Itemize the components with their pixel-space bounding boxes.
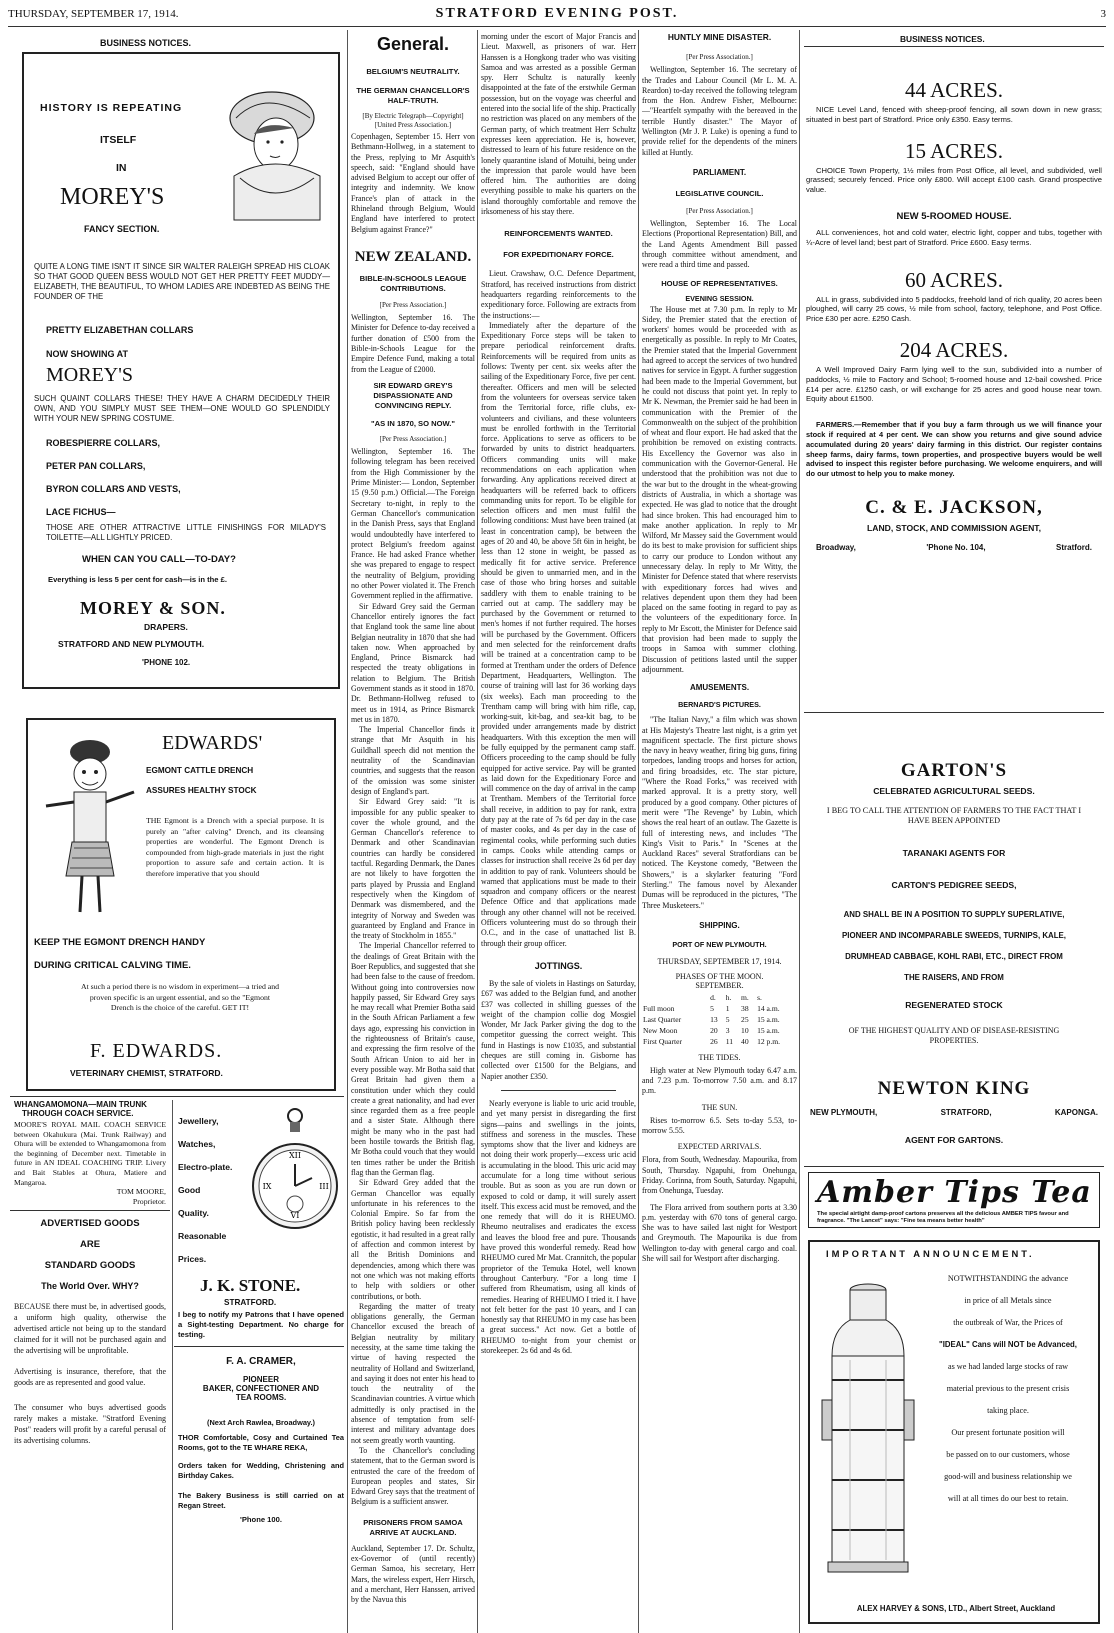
property-60-acres-text: ALL in grass, subdivided into 5 paddocks, freehold land of rich quality, 20 acres been ploughed, will carry 25 cows, ½ mile from school, factory, telephone, and Post Office. Price £30 per acre. £250 Cash. [806, 294, 1102, 324]
section-rule [804, 46, 1104, 47]
coach-sign: TOM MOORE, [116, 1187, 166, 1197]
cramer-line1: PIONEER [242, 1375, 279, 1384]
moon-minute: 38 [741, 1003, 749, 1013]
moon-hour: 1 [725, 1003, 730, 1013]
morey-name-2: MOREY'S [46, 364, 133, 386]
property-204-acres: 204 ACRES. [899, 337, 1009, 362]
headline-samoa-prisoners: PRISONERS FROM SAMOA ARRIVE AT AUCKLAND. [363, 1517, 463, 1537]
article-samoa-text: Auckland, September 17. Dr. Schultz, ex-Governor of (until recently) German Samoa, his secretary, Herr Mars, the wireless expert, Herr Hirsch, and a merchant, Herr Hanssen, arrived by the Navua this [351, 1543, 475, 1605]
credit-press-association: [Per Press Association.] [379, 300, 447, 309]
masthead [8, 6, 1106, 24]
morey-para3: THOSE ARE OTHER ATTRACTIVE LITTLE FINISHINGS FOR MILADY'S TOILETTE—ALL LIGHTLY PRICED. [46, 523, 326, 542]
headline-bernards-pictures: BERNARD'S PICTURES. [678, 700, 761, 710]
moon-phase-name: Last Quarter [643, 1014, 682, 1024]
edwards-advert [26, 718, 336, 1091]
edwards-para2: At such a period there is no wisdom in experiment—a tried and proven specific is an urgent essential, and so the "Egmont Drench is the choice of the careful. GET IT! [80, 982, 280, 1013]
morey-item-robespierre: ROBESPIERRE COLLARS, [46, 438, 161, 448]
morey-line3: IN [116, 162, 127, 174]
advert-para1: BECAUSE there must be, in advertised goods, a uniform high quality, otherwise the advertised article not being up to the standard claimed for it will not be purchased again and the advertising will be unprofitable. [14, 1302, 166, 1355]
column-news-three [481, 32, 636, 1628]
announcement-line: be passed on to our customers, whose [946, 1450, 1070, 1459]
morey-advert [22, 52, 340, 689]
headline-shipping: SHIPPING. [699, 920, 740, 930]
table-header-cell: s. [757, 992, 762, 1002]
section-rule [804, 712, 1104, 713]
morey-cash: Everything is less 5 per cent for cash—is in the £. [48, 575, 227, 584]
arrivals-text: Flora, from South, Wednesday. Mapourika, from South, Thursday. Ngapuhi, from Onehunga, Friday. Corinna, from South, Saturday. Ngapuhi, from Onehunga, Tuesday. [642, 1155, 797, 1196]
jackson-firm: C. & E. JACKSON, [865, 496, 1043, 518]
newton-town: KAPONGA. [1054, 1108, 1098, 1117]
headline-grey-reply: SIR EDWARD GREY'S DISPASSIONATE AND CONVINCING REPLY. [373, 380, 453, 410]
table-row [642, 1003, 797, 1014]
advertised-goods-notice [14, 1216, 166, 1626]
headline-legislative-council: LEGISLATIVE COUNCIL. [675, 188, 764, 198]
highlander-figure-illustration [36, 732, 140, 922]
morey-towns: STRATFORD AND NEW PLYMOUTH. [58, 639, 205, 649]
garton-line1: CELEBRATED AGRICULTURAL SEEDS. [873, 786, 1035, 796]
article-jottings-text: By the sale of violets in Hastings on Saturday, £67 was added to the Belgian fund, and another £37 was collected in shilling guesses of the weight of the champion collie dog Mosgiel Wonder, Mr Jack Parker giving the dog to the competitor guessing the correct weight. This fund in Hastings is now £1035, and substantial cheques are still coming in. Gisborne has collected over £1500 for the Belgians, and Napier another £350. [481, 978, 636, 1081]
announcement-line: material previous to the present crisis [946, 1384, 1070, 1393]
morey-phone: 'PHONE 102. [142, 658, 191, 667]
article-grey-text: Sir Edward Grey said the German Chancellor entirely ignores the fact that England took the same line about Belgian neutrality in 1870 that she had taken now. When approached by England, Prince Bismarck had respected the treaty obligations in relation to Belgium. The British Government stands as it stood in 1870. Dr. Bethmann-Hollweg refused to meet us in 1914, as Prince Bismarck met us in 1870. [351, 601, 475, 724]
headline-bible-league: BIBLE-IN-SCHOOLS LEAGUE CONTRIBUTIONS. [359, 273, 467, 293]
announcement-line: "IDEAL" Cans will NOT be Advanced, [939, 1340, 1077, 1349]
property-60-acres: 60 ACRES. [904, 267, 1004, 292]
garton-line8: THE RAISERS, AND FROM [904, 973, 1004, 982]
jackson-role: LAND, STOCK, AND COMMISSION AGENT, [867, 522, 1041, 533]
jackson-phone: 'Phone No. 104, [926, 542, 986, 552]
headline-chancellor: THE GERMAN CHANCELLOR'S HALF-TRUTH. [356, 86, 470, 105]
morey-now: NOW SHOWING AT [46, 349, 128, 359]
announcement-line: the outbreak of War, the Prices of [953, 1318, 1063, 1327]
moon-hour: 11 [725, 1036, 734, 1046]
property-house-text: ALL conveniences, hot and cold water, electric light, copper and tubs, together with ¼-Acre of level land; best part of Stratford. Price £600. Easy terms. [806, 227, 1102, 247]
article-rheumo-text: Nearly everyone is liable to uric acid trouble, and yet many persist in disregarding the first signs—pains and swellings in the joints, stiffness and soreness in the muscles. These symptoms show that the liver and kidneys are not doing their work properly—excess uric acid is accumulating in the blood. This uric acid may accumulate for a long time without serious trouble. But as soon as you are run down or exposed to cold or damp, it will surely assert itself. This excess acid must be removed, and the one remedy that will do it is RHEUMO. Rheumo neutralises and eradicates the excess and leaves the blood free and pure. Thousands have proved this wonderful remedy. Read how RHEUMO cured Mr Mat. Crannitch, the popular proprietor of the Temuka Hotel, well known throughout Canterbury. "For a long time I suffered from Rheumatism, using all kinds of remedies. Hearing of RHEUMO I tried it. I have not felt better for the past 10 years, and I can honestly say that RHEUMO in my case has been a great success." Act now. Get a bottle of RHEUMO to-night from your chemist or storekeeper. 2s 6d and 4s 6d. [481, 1098, 636, 1356]
column-rule [477, 30, 478, 1633]
cramer-para3: The Bakery Business is still carried on at Regan Street. [178, 1491, 344, 1510]
edwards-line1: EGMONT CATTLE DRENCH [146, 766, 254, 775]
morey-collars: PRETTY ELIZABETHAN COLLARS [46, 325, 194, 335]
announcement-line: as we had landed large stocks of raw [947, 1362, 1069, 1371]
announcement-line: in price of all Metals since [964, 1296, 1052, 1305]
moon-minute: 40 [741, 1036, 749, 1046]
headline-jottings: JOTTINGS. [534, 960, 583, 971]
cramer-firm: F. A. CRAMER, [226, 1356, 296, 1367]
article-grey-text: The Imperial Chancellor referred to the dealings of Great Britain with the Boer Republics, and suggested that she had been false to the cause of freedom. Without going into controversies now happily passed, Sir Edward Grey says he may recall what Premier Botha said in the South African Parliament a few days ago, expressing his conviction in the righteousness of Britain's cause, and expressing the firm resolve of the South African Union to aid her in every possible way. Mr Botha said that Great Britain had given them a constitution under which they could create a great nationality, and had ever since regarded them as a free people and a sister State. Although there might be many who in the past had been hostile towards the British flag, Mr Botha could vouch that they would ten times rather be under the British flag than the German flag. [351, 941, 475, 1177]
morey-firm: MOREY & SON. [80, 598, 226, 618]
cramer-address: (Next Arch Rawlea, Broadway.) [206, 1418, 315, 1427]
article-huntly-text: Wellington, September 16. The secretary of the Trades and Labour Council (Mr L. M. A. Reardon) to-day received the following telegram from the Hon. Andrew Fisher, Melbourne:—"Heartfelt sympathy with the bereaved in the terrible Huntly disaster." The Mayor of Wellington (Mr J. P. Luke) is opening a fund to provide relief for the dependents of the miners killed at Huntly. [642, 65, 797, 157]
edwards-role: VETERINARY CHEMIST, STRATFORD. [70, 1068, 223, 1078]
credit-press-association: [Per Press Association.] [686, 206, 753, 215]
headline-tides: THE TIDES. [698, 1052, 741, 1062]
announcement-firm: ALEX HARVEY & SONS, LTD., Albert Street, Auckland [856, 1604, 1056, 1613]
table-row [642, 1036, 797, 1047]
garton-line6: PIONEER AND INCOMPARABLE SWEEDS, TURNIPS, KALE, [841, 931, 1067, 940]
jackson-address [806, 543, 1102, 552]
moon-phase-name: First Quarter [643, 1036, 683, 1046]
article-grey-text: Sir Edward Grey said: "It is impossible for any public speaker to cover the whole ground, and the German Chancellor's reference to Denmark and other Scandinavian countries can hardly be considered tactful. Regarding Denmark, the Danes are not likely to have forgotten the parts played by Prussia and England respectively when the Kingdom of Denmark was dismembered, and the integrity of Norway and Sweden was guaranteed by England and France in the treaty of Stockholm in 1855." [351, 797, 475, 941]
credit-press-association: [Per Press Association.] [379, 434, 447, 443]
sun-text: Rises to-morrow 6.5. Sets to-day 5.53, to-morrow 5.55. [642, 1115, 797, 1136]
moon-second: 15 a.m. [757, 1025, 780, 1035]
edwards-firm: F. EDWARDS. [90, 1040, 223, 1062]
moon-day: 20 [710, 1025, 718, 1035]
edwards-para1: THE Egmont is a Drench with a special purpose. It is purely an "after calving" Drench, and its cleansing properties are wonderful. The Egmont Drench is compounded from high-grade materials in just the right proportion to assure safe and certain action. It is therefore imperative that you should [146, 816, 324, 878]
moon-second: 12 p.m. [757, 1036, 781, 1046]
announcement-line: taking place. [987, 1406, 1029, 1415]
newton-king-title: NEWTON KING [877, 1078, 1031, 1099]
stone-item: Reasonable [178, 1231, 227, 1241]
article-belgium-text: Copenhagen, September 15. Herr von Bethmann-Hollweg, in a statement to the Press, replying to Mr Asquith's speech, said: "England should have advised Belgium to accept our offer of integrity and indemnity. We know France's plan of attack in the Rhineland through Belgium, Would England have interfered to protect Belgium against France?" [351, 132, 475, 234]
announcement-line: NOTWITHSTANDING the advance [947, 1274, 1069, 1283]
stone-firm: J. K. STONE. [200, 1276, 301, 1295]
announcement-title: IMPORTANT ANNOUNCEMENT. [826, 1248, 1035, 1259]
table-row [642, 1025, 797, 1036]
article-reinforcements-text: Lieut. Crawshaw, O.C. Defence Department, Stratford, has received instructions from district headquarters regarding reinforcements to the expeditionary force. Following are extracts from the instructions:— [481, 269, 636, 320]
garton-line5: AND SHALL BE IN A POSITION TO SUPPLY SUPERLATIVE, [843, 910, 1065, 919]
jackson-town: Stratford. [1056, 542, 1092, 552]
garton-line10: OF THE HIGHEST QUALITY AND OF DISEASE-RESISTING PROPERTIES. [848, 1026, 1060, 1045]
shipping-date: THURSDAY, SEPTEMBER 17, 1914. [657, 956, 782, 966]
morey-item-peter-pan: PETER PAN COLLARS, [46, 461, 146, 471]
section-general-title: General. [376, 34, 450, 54]
garton-line2: I BEG TO CALL THE ATTENTION OF FARMERS TO THE FACT THAT I HAVE BEEN APPOINTED [826, 806, 1082, 825]
stone-para: I beg to notify my Patrons that I have opened a Sight-testing Department. No charge for testing. [178, 1310, 344, 1339]
section-rule [10, 1096, 344, 1097]
morey-line1: HISTORY IS REPEATING [40, 102, 183, 114]
garton-line4: CARTON'S PEDIGREE SEEDS, [891, 880, 1017, 890]
stone-item: Electro-plate. [178, 1162, 233, 1172]
section-rule [804, 1166, 1104, 1167]
jackson-street: Broadway, [816, 542, 856, 552]
morey-drapers: DRAPERS. [144, 622, 188, 632]
coach-role: Proprietor. [132, 1196, 166, 1206]
stone-advert [178, 1104, 344, 1344]
column-rule [347, 30, 348, 1633]
garton-seeds-advert [806, 760, 1102, 1160]
credit-press-association: [Per Press Association.] [686, 53, 753, 61]
newton-town: NEW PLYMOUTH, [810, 1108, 878, 1117]
sub-column-rule [172, 1100, 173, 1630]
table-header-cell: d. [710, 992, 716, 1002]
moon-minute: 25 [741, 1014, 749, 1024]
coach-para: MOORE'S ROYAL MAIL COACH SERVICE between Okahukura (Mai. Trunk Railway) and Ohura will be extended to Whangamomona from the beginning of December next. Timetable in future in AN IDEAL COACHING TRIP. Livery and Bait Stables at Ohura, Matiere and Mangaroa. [14, 1120, 166, 1187]
coach-advert [14, 1100, 166, 1208]
article-reinforcements-text: Immediately after the departure of the Expeditionary Force steps will be taken to prepare periodical reinforcement drafts. Reinforcements will be required from units as follows: Twenty per cent. six weeks after the sailing of the Expeditionary Force, five per cent. thereafter. Officers and men will be selected from the volunteers for overseas service taken from the Territorial force, rifle clubs, ex-volunteers and civilians, and these volunteers must be enrolled forthwith in the Territorial force. Applications to serve as officers to be forwarded by units to district headquarters. Officers commanding units will make recommendations on each application when forwarding. Any applications received direct at headquarters will be referred back to officers commanding units for report. To be eligible for selection officers and men must fulfil the following conditions: Must have been trained (at least in concentration camp), be between the ages of 20 and 40, be above 5ft 6in in height, be less than 12 stone in weight, be passed as medically fit for active service. Preference should be given to unmarried men, and in the case of those who bring horses and suitable saddlery with them to enable training to be carried out at camp. The saddlery may be purchased by the Government or returned to men's homes if not further required. The horses will be purchased by the Government. Officers and men selected for the reinforcement drafts will be trained at a concentration camp to be formed at Trentham under the orders of Defence Department, Headquarters, Wellington. The course of training will last for 36 working days (six weeks). Each man proceeding to the Trentham camp will bring with him rifle, cap, working-suit, kit-bag, and sea-kit bag, to be provided under arrangements made by district headquarters. With this exception the men will be fully equipped by the permanent camp staff. Officers proceeding to the camp should be fully equipped for active service. Pay will be granted as laid down for the Expeditionary Force and will commence on the day of arrival in the camp at Trentham. Members of the Territorial force shall receive, in addition to pay for rank, extra duty pay at the rate of 7s 6d per day in the case of master cooks, and 4s per day in the case of regimental cooks, while performing such duties in camps. Cooks while attending camps or classes for instruction shall receive 2s 6d per day in addition to pay of rank. Volunteers should be warned that applications must be made to their squadron and company officers or the nearest Defence Office and that applications made through any other channel will not be received. Officers volunteering must do so through their O.C., and in the case of unattached list B. through their group officer. [481, 320, 636, 948]
edwards-keep: KEEP THE EGMONT DRENCH HANDY [34, 937, 206, 948]
property-44-acres-text: NICE Level Land, fenced with sheep-proof fencing, all sown down in new grass; situated in best part of Stratford. Price only £350. Easy terms. [806, 105, 1102, 124]
moon-minute: 10 [741, 1025, 749, 1035]
headline-house-of-representatives: HOUSE OF REPRESENTATIVES. [661, 278, 778, 288]
announcement-line: will at all times do our best to retain. [947, 1494, 1069, 1503]
garton-line3: TARANAKI AGENTS FOR [902, 848, 1006, 858]
svg-text:IX: IX [262, 1182, 272, 1191]
farmers-notice: FARMERS.—Remember that if you buy a farm through us we will finance your stock if required at 4 per cent. We can show you returns and give sound advice accumulated during 20 years' dairy farming in this district. Our register contains sheep farms, dairy farms, town properties, and prospective buyers would be well advised to inspect this register before purchasing. We welcome enquirers, and will do our utmost to help you to make money. [806, 420, 1102, 479]
section-new-zealand-title: NEW ZEALAND. [354, 248, 472, 265]
cramer-phone: 'Phone 100. [240, 1515, 282, 1524]
headline-sun: THE SUN. [701, 1102, 738, 1112]
headline-as-in-1870: "AS IN 1870, SO NOW." [370, 418, 455, 428]
moon-second: 15 a.m. [757, 1014, 780, 1024]
column-news-four [642, 32, 797, 1628]
masthead-date: THURSDAY, SEPTEMBER 17, 1914. [8, 8, 179, 20]
announcement-body [920, 1268, 1096, 1510]
headline-port-new-plymouth: PORT OF NEW PLYMOUTH. [672, 939, 767, 949]
column-general-news [351, 32, 475, 1628]
morey-line2: ITSELF [100, 134, 137, 146]
moon-day: 13 [710, 1014, 718, 1024]
moon-month: SEPTEMBER. [695, 980, 744, 990]
edwards-line2: ASSURES HEALTHY STOCK [146, 786, 257, 795]
headline-parliament: PARLIAMENT. [692, 167, 747, 177]
headline-expected-arrivals: EXPECTED ARRIVALS. [677, 1142, 762, 1152]
announcement-line: good-will and business relationship we [944, 1472, 1072, 1481]
morey-para2: SUCH QUAINT COLLARS THESE! THEY HAVE A CHARM DECIDEDLY THEIR OWN, AND YOU SIMPLY MUST SEE THEM—ONE WOULD GO SPLENDIDLY WITH YOUR NEW SPRING COSTUME. [34, 394, 330, 423]
property-44-acres: 44 ACRES. [904, 78, 1004, 102]
advert-para2: Advertising is insurance, therefore, that the goods are as represented and good value. [14, 1367, 166, 1387]
amber-tips-logo: Amber Tips Tea [817, 1175, 1092, 1210]
masthead-rule [8, 26, 1106, 27]
garton-line9: REGENERATED STOCK [905, 1000, 1003, 1010]
cramer-para1: THOR Comfortable, Cosy and Curtained Tea Rooms, got to the TE WHARE REKA, [178, 1433, 344, 1452]
cramer-advert [178, 1350, 344, 1626]
elizabethan-lady-illustration [210, 78, 330, 228]
article-grey-text: The Imperial Chancellor finds it strange that Mr Asquith in his Guildhall speech did not mention the neutrality of the Scandinavian countries, and suggests that the reason of the omission was some sinister design of England's part. [351, 725, 475, 796]
table-row [642, 1014, 797, 1025]
advert-line3: STANDARD GOODS [44, 1260, 136, 1271]
svg-text:XII: XII [288, 1151, 302, 1160]
column-rule [799, 30, 800, 1633]
headline-moon-phases: PHASES OF THE MOON. [675, 971, 764, 981]
article-grey-text: To the Chancellor's concluding statement, that to the German sword is entrusted the care of the freedom of European peoples and states, Sir Edward Grey says that the treatment of Belgium is a sufficient answer. [351, 1445, 475, 1507]
newton-king-towns [806, 1108, 1102, 1117]
morey-fancy: FANCY SECTION. [84, 224, 160, 234]
advert-line1: ADVERTISED GOODS [40, 1218, 140, 1229]
stone-item: Jewellery, [178, 1116, 219, 1126]
moon-day: 5 [710, 1003, 714, 1013]
property-15-acres-text: CHOICE Town Property, 1½ miles from Post Office, all level, and subdivided, well grassed; securely fenced. Price only £800. Will accept £100 cash. Grand prospective value. [806, 165, 1102, 195]
property-204-acres-text: A Well Improved Dairy Farm lying well to the sun, subdivided into a number of paddocks, ½ mile to Factory and School; 5-roomed house and 12-bail cowshed. Price £14 per acre. £1250 cash, or will exchange for 25 acres and good house near town. Equity about £1500. [806, 364, 1102, 404]
business-notices-header: BUSINESS NOTICES. [100, 38, 192, 48]
milk-can-illustration [820, 1270, 916, 1586]
newton-king-agent: AGENT FOR GARTONS. [904, 1135, 1004, 1145]
table-header-cell: h. [725, 992, 732, 1002]
amber-tips-advert [808, 1172, 1100, 1228]
morey-item-lace: LACE FICHUS— [46, 507, 116, 517]
masthead-title: STRATFORD EVENING POST. [435, 6, 679, 21]
tides-text: High water at New Plymouth today 6.47 a.m. and 7.23 p.m. To-morrow 7.50 a.m. and 8.17 p.m. [642, 1065, 797, 1096]
stone-item: Good [178, 1185, 201, 1195]
stone-item: Prices. [178, 1254, 207, 1264]
morey-name: MOREY'S [60, 184, 165, 210]
morey-item-byron: BYRON COLLARS AND VESTS, [46, 484, 181, 494]
stone-item: Quality. [178, 1208, 209, 1218]
shipping-news-text: The Flora arrived from southern ports at 3.30 p.m. yesterday with 670 tons of general cargo. She was to have sailed last night for Westport and Greymouth. The Mapourika is due from Wellington to-day with general cargo and coal. She will sail for Westport after discharging. [642, 1202, 797, 1264]
cramer-line2: BAKER, CONFECTIONER AND [202, 1384, 320, 1393]
page-number: 3 [1100, 8, 1106, 20]
headline-belgium: BELGIUM'S NEUTRALITY. [366, 67, 460, 76]
table-header-row [642, 992, 797, 1003]
moon-hour: 3 [725, 1025, 730, 1035]
moon-hour: 5 [725, 1014, 730, 1024]
advert-line4: The World Over. WHY? [41, 1281, 139, 1291]
coach-title2: THROUGH COACH SERVICE. [22, 1109, 134, 1118]
morey-call: WHEN CAN YOU CALL—TO-DAY? [82, 554, 236, 565]
headline-expeditionary-force: FOR EXPEDITIONARY FORCE. [503, 250, 614, 260]
article-grey-text: Regarding the matter of treaty obligations generally, the German Chancellor excused the breach of Belgian neutrality by military necessity, at the same time taking the virtue of having respected the neutrality of Holland and Switzerland, and saying it does not enter his head to touch the neutrality of the Scandinavian countries. A virtue which admittedly is only practised in the absence of temptation from self-interest and military advantage does not seem greatly worth vaunting. [351, 1301, 475, 1445]
announcement-line: Our present fortunate position will [951, 1428, 1065, 1437]
moon-day: 26 [710, 1036, 718, 1046]
advert-line2: ARE [79, 1239, 101, 1250]
cramer-para2: Orders taken for Wedding, Christening and Birthday Cakes. [178, 1461, 344, 1480]
article-legislative-text: Wellington, September 16. The Local Elections (Proportional Representation) Bill, and the Land Agents Amendment Bill passed through committee without amendment, and were read a third time and passed. [642, 219, 797, 270]
moon-phases-table [642, 992, 797, 1047]
table-header-cell: m. [741, 992, 749, 1002]
section-rule [174, 1346, 344, 1347]
stone-town: STRATFORD. [224, 1298, 277, 1307]
edwards-during: DURING CRITICAL CALVING TIME. [34, 960, 191, 971]
headline-huntly: HUNTLY MINE DISASTER. [667, 32, 772, 42]
credit-electric-telegraph: [By Electric Telegraph—Copyright] [United Press Association.] [362, 112, 464, 129]
headline-reinforcements: REINFORCEMENTS WANTED. [504, 229, 613, 239]
svg-text:VI: VI [290, 1211, 300, 1220]
advert-para3: The consumer who buys advertised goods rarely makes a mistake. "Stratford Evening Post" readers will profit by a careful perusal of its advertising columns. [14, 1403, 166, 1445]
garton-title: GARTON'S [900, 760, 1008, 781]
moon-second: 14 a.m. [757, 1003, 780, 1013]
pocket-watch-icon [250, 1106, 340, 1256]
moon-phase-name: Full moon [643, 1003, 675, 1013]
newton-town: STRATFORD, [940, 1108, 992, 1117]
cramer-line3: TEA ROOMS. [235, 1393, 287, 1402]
moon-phase-name: New Moon [643, 1025, 678, 1035]
article-pictures-text: "The Italian Navy," a film which was shown at His Majesty's Theatre last night, is a grim yet magnificent spectacle. The first picture shows the navy in heavy weather, firing big guns, firing torpedoes, landing troops and horses for action, and firing broadsides, etc. The star picture, "Where the Road Forks," was received with marked approval. It is a pretty story, well produced by a good company. Other pictures of merit were "The Revenge" by Lubin, which shows the real heart of an outlaw. The Gazette is full of interesting news, and includes "The King's Visit to Paris." In "Scenes at the Auckland Races" several Stratfordians can be noticed. The Keystone comedy, "Between the Showers," is a skylarker featuring "Ford Sterling." The famous novel by Alexander Dumas will be reproduced in the pictures, "The Three Musketeers." [642, 715, 797, 910]
article-samoa-continued: morning under the escort of Major Francis and Lieut. Maxwell, as prisoners of war. Herr Hanssen is a Hongkong trader who was visiting Samoa and was arrested as a possible German spy. Herr Schultz is naturally keenly disappointed at the fate of the erstwhile German possession, but on the voyage was cheerful and entered into the social life of the ship. Practically no restriction was placed on any members of the German party, of which treatment Herr Schultz expresses keen appreciation. He is, however, distressed to learn of his future residence on the lonely quarantine island of Motuihi, being under the impression that parole would have been offered him. The authorities are doing everything possible to make his quarters on the island thoroughly comfortable and remove the irksomeness of his stay there. [481, 32, 636, 217]
property-15-acres: 15 ACRES. [904, 138, 1004, 163]
ideal-cans-announcement [808, 1240, 1100, 1624]
property-house: NEW 5-ROOMED HOUSE. [896, 210, 1012, 222]
garton-line7: DRUMHEAD CABBAGE, KOHL RABI, ETC., DIRECT FROM [845, 952, 1063, 961]
article-grey-text: Wellington, September 16. The following telegram has been received from the High Commissioner by the Prime Minister:— London, September 15 (9.50 p.m.) Official.—The Foreign Secretary to-night, in reply to the German Chancellor's communication in the Danish Press, says that England would undoubtedly have interfered to protect Belgium's freedom against France. He had asked France whether she was prepared to engage to respect the neutrality of Belgium, providing no other Power violated it. The French Government replied in the affirmative. [351, 447, 475, 601]
svg-text:III: III [319, 1182, 329, 1191]
section-rule [10, 1210, 170, 1211]
jackson-land-advert [806, 52, 1102, 712]
coach-title1: WHANGAMOMONA—MAIN TRUNK [14, 1100, 147, 1109]
headline-evening-session: EVENING SESSION. [685, 293, 754, 303]
business-notices-header: BUSINESS NOTICES. [900, 34, 985, 44]
article-house-text: The House met at 7.30 p.m. In reply to Mr Sidey, the Premier stated that the erection of workers' homes would be proceeded with as energetically as possible. In reply to Mr Coates, the Premier stated that the Imperial Government had agreed to accept the services of two hundred natives for service in Egypt. A further suggestion had been made to the Imperial Government, but he could not discuss that point yet. In reply to Mr K. Newman, the Premier said he had been in communication with the Premier of the Commonwealth on the subject of the prohibition of wheat and flour export. He had asked that the prohibition be removed on existing contracts. His Excellency the Governor was also in communication with the Governor-General. He understood that the prohibition was not due to the war but to the drought in the wheat-growing districts of Australia, in which a shortage was expected. He was glad to notice that the drought had since broken. This had encouraged him to make another application. In reply to Mr Wilford, Mr Massey said the Government would do its best to make provision for sufficient ships to carry our produce to London without any unnecessary delay. In reply to Mr Witty, the Minister for Defence stated that where reservists with expeditionary forces had wives and relatives dependent upon them they had been placed on the same footing in regard to pay as the volunteers of the expeditionary force. In reply to Mr Escott, the Minister for Defence said that provision had been made to supply the troops in Samoa with summer clothing. Discussion of petitions lasted until the supper adjournment. [642, 304, 797, 674]
edwards-name: EDWARDS' [162, 732, 263, 754]
article-bible-league-text: Wellington, September 16. The Minister for Defence to-day received a further donation of £500 from the Bible-in-Schools League for the Empire Defence Fund, making a total from the League of £2000. [351, 313, 475, 374]
amber-tips-tagline: The special airtight damp-proof cartons preserves all the delicious AMBER TIPS favour and fragrance. "The Lancet" says: "Fine tea means better health" [817, 1211, 1069, 1224]
section-rule [501, 1090, 616, 1091]
stone-item: Watches, [178, 1139, 216, 1149]
headline-amusements: AMUSEMENTS. [689, 683, 750, 693]
column-rule [638, 30, 639, 1633]
morey-para1: QUITE A LONG TIME ISN'T IT SINCE SIR WALTER RALEIGH SPREAD HIS CLOAK SO THAT GOOD QUEEN BESS WOULD NOT GET HER PRETTY FEET MUDDY—ELIZABETH, THE BEAUTIFUL, TO WHOM LADIES ARE INDEBTED AS BEING THE FOUNDER OF THE [34, 262, 330, 301]
article-grey-text: Sir Edward Grey added that the German Chancellor was equally unfortunate in his references to the Colonial Empire. So far from the British policy having been recklessly egotistic, it had resulted in a great rally of affection and common interest by all the British Dominions and dependencies, among which there was not one which was not making efforts to help with soldiers or other contributions, or both. [351, 1178, 475, 1301]
stone-items [178, 1110, 242, 1271]
